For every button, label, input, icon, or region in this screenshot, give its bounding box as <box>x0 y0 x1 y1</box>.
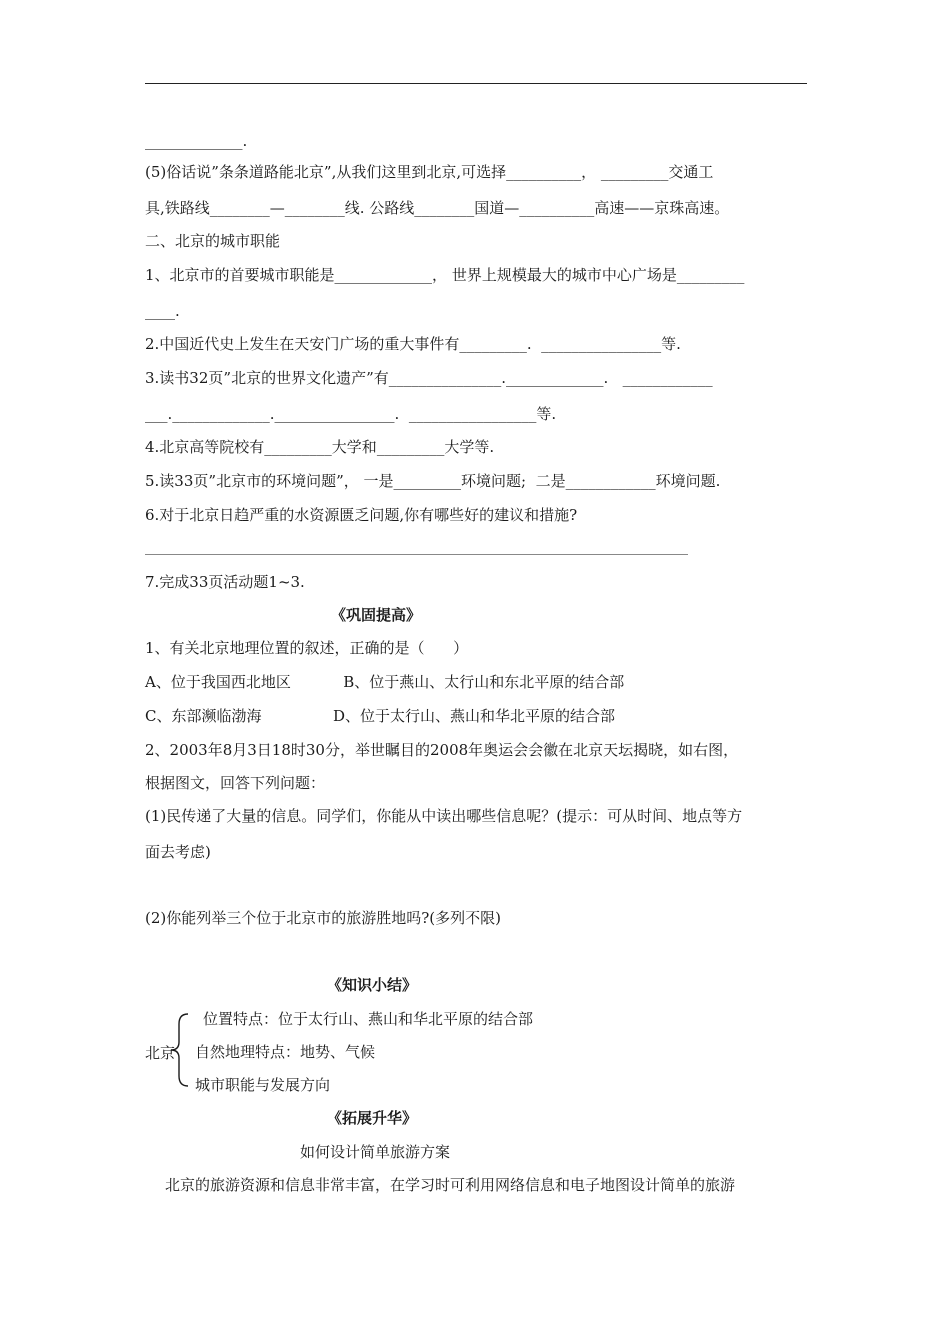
text-line: 3.读书32页”北京的世界文化遗产”有_______________._____________. ____________ <box>145 369 713 387</box>
text-line: 5.读33页”北京市的环境问题”， 一是_________环境问题; 二是____________环境问题. <box>145 472 721 490</box>
header-rule <box>145 83 807 84</box>
question-text: 根据图文，回答下列问题： <box>145 774 326 792</box>
summary-root: 北京 <box>145 1044 176 1062</box>
question-text: 1、有关北京地理位置的叙述，正确的是（ ） <box>145 639 469 657</box>
question-text: 面去考虑) <box>145 843 211 861</box>
heading-extend: 《拓展升华》 <box>327 1109 418 1127</box>
text-line: 4.北京高等院校有_________大学和_________大学等. <box>145 438 495 456</box>
option-row: C、东部濒临渤海 D、位于太行山、燕山和华北平原的结合部 <box>145 707 616 725</box>
question-text: (2)你能列举三个位于北京市的旅游胜地吗?(多列不限) <box>145 909 501 927</box>
question-text: (1)民传递了大量的信息。同学们，你能从中读出哪些信息呢？(提示：可从时间、地点等方 <box>145 807 743 825</box>
text-line: 6.对于北京日趋严重的水资源匮乏问题,你有哪些好的建议和措施? <box>145 506 578 524</box>
section-title: 二、北京的城市职能 <box>145 232 281 250</box>
summary-item: 城市职能与发展方向 <box>195 1076 331 1094</box>
text-line: 2.中国近代史上发生在天安门广场的重大事件有_________. ________________等. <box>145 335 681 353</box>
question-text: 2、2003年8月3日18时30分，举世瞩目的2008年奥运会会徽在北京天坛揭晓，如右图， <box>145 741 739 759</box>
summary-item: 位置特点：位于太行山、燕山和华北平原的结合部 <box>203 1010 534 1028</box>
text-line: (5)俗话说”条条道路能北京”,从我们这里到北京,可选择__________， _________交通工 <box>145 163 714 181</box>
text-line: _____________. <box>145 132 248 150</box>
text-line: ___._____________.________________. _________________等. <box>145 405 557 423</box>
text-line: 具,铁路线________—________线. 公路线________国道—__________高速——京珠高速。 <box>145 199 730 217</box>
answer-line[interactable] <box>145 554 688 555</box>
text-line: 1、北京市的首要城市职能是_____________， 世界上规模最大的城市中心广场是_________ <box>145 266 745 284</box>
text-line: ____. <box>145 302 180 320</box>
paragraph: 北京的旅游资源和信息非常丰富，在学习时可利用网络信息和电子地图设计简单的旅游 <box>165 1176 736 1194</box>
text-line: 7.完成33页活动题1~3. <box>145 573 305 591</box>
heading-summary: 《知识小结》 <box>327 976 418 994</box>
subtitle: 如何设计简单旅游方案 <box>300 1143 451 1161</box>
curly-brace-icon <box>168 1012 190 1088</box>
option-row: A、位于我国西北地区 B、位于燕山、太行山和东北平原的结合部 <box>145 673 625 691</box>
summary-item: 自然地理特点：地势、气候 <box>195 1043 376 1061</box>
heading-consolidate: 《巩固提高》 <box>331 606 422 624</box>
